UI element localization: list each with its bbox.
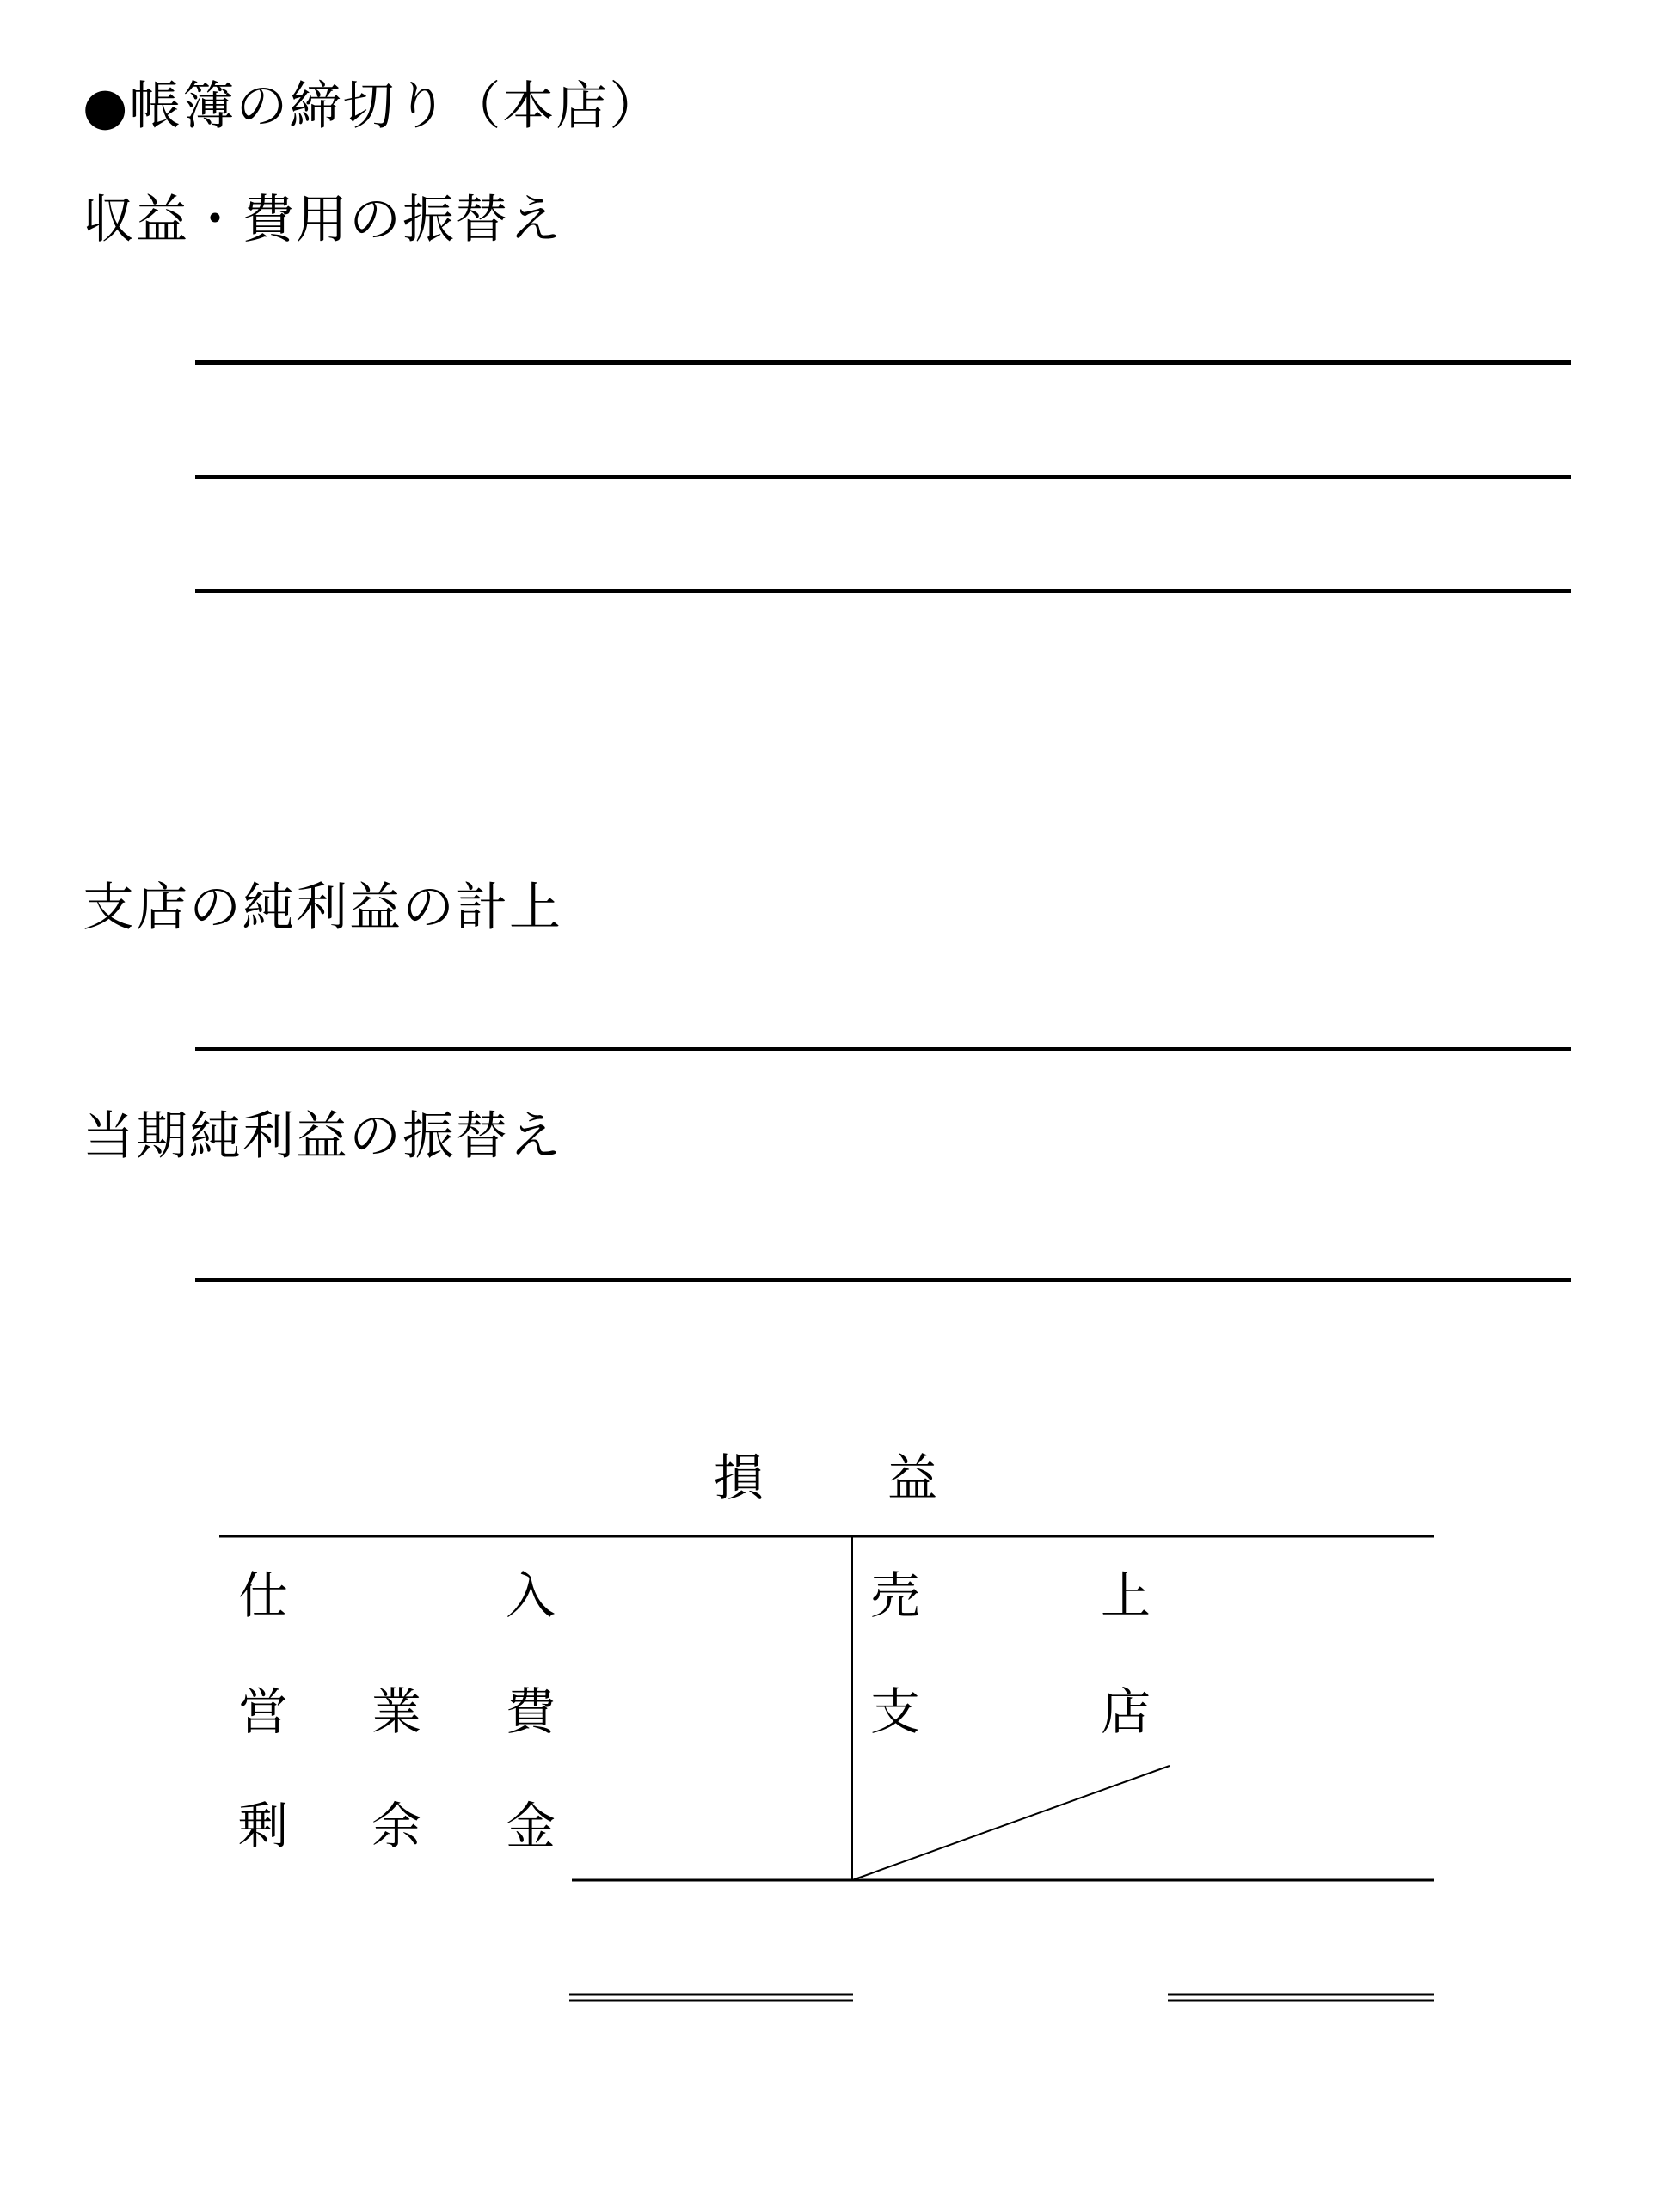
- ledger-title-char: 損: [713, 1449, 764, 1507]
- debit-total-double-rule: [569, 1994, 853, 2001]
- page-title: ●帳簿の締切り（本店）: [83, 77, 663, 137]
- section-heading-branch-net-income: 支店の純利益の計上: [83, 878, 562, 938]
- section-heading-revenue-expense-transfer: 収益・費用の振替え: [83, 190, 562, 250]
- ledger-title-char: 益: [887, 1449, 937, 1507]
- section-heading-net-income-transfer: 当期純利益の振替え: [83, 1106, 562, 1167]
- credit-blank-slash: [852, 1766, 1170, 1880]
- credit-total-double-rule: [1168, 1994, 1434, 2001]
